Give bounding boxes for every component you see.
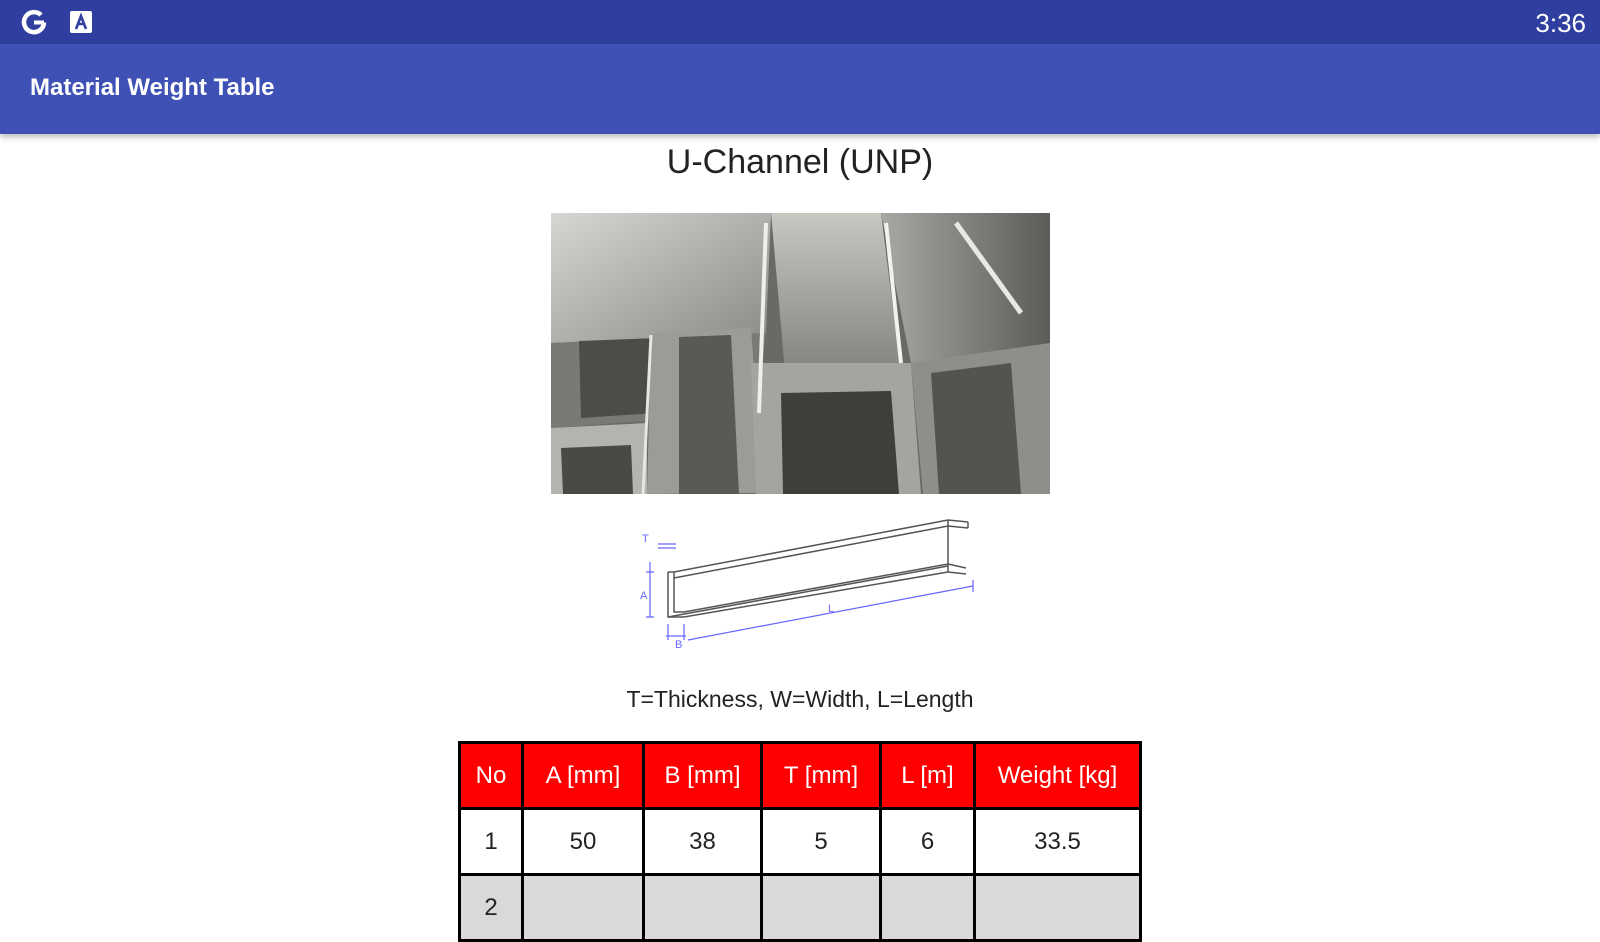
store-icon xyxy=(68,8,94,41)
cell-weight xyxy=(975,875,1141,941)
column-header-no[interactable]: No xyxy=(460,743,523,809)
column-header-a[interactable]: A [mm] xyxy=(523,743,644,809)
column-header-weight[interactable]: Weight [kg] xyxy=(975,743,1141,809)
column-header-l[interactable]: L [m] xyxy=(881,743,975,809)
dimension-legend: T=Thickness, W=Width, L=Length xyxy=(626,686,974,712)
cell-t: 5 xyxy=(762,809,881,875)
table-row[interactable] xyxy=(460,875,1141,941)
table-row[interactable] xyxy=(460,809,1141,875)
app-bar xyxy=(0,44,1600,134)
u-channel-diagram xyxy=(628,512,978,662)
status-icons xyxy=(18,6,94,43)
column-header-t[interactable]: T [mm] xyxy=(762,743,881,809)
cell-no: 1 xyxy=(460,809,523,875)
cell-b: 38 xyxy=(644,809,762,875)
cell-a xyxy=(523,875,644,941)
diagram-label-b: B xyxy=(675,639,683,651)
status-bar xyxy=(0,0,1600,44)
cell-l xyxy=(881,875,975,941)
google-g-icon xyxy=(18,6,50,43)
cell-t xyxy=(762,875,881,941)
cell-no: 2 xyxy=(460,875,523,941)
cell-weight: 33.5 xyxy=(975,809,1141,875)
cell-l: 6 xyxy=(881,809,975,875)
diagram-label-t: T xyxy=(642,533,649,545)
table-header-row xyxy=(460,743,1141,809)
status-time: 3:36 xyxy=(1535,8,1586,38)
diagram-label-a: A xyxy=(640,590,648,602)
cell-b xyxy=(644,875,762,941)
weight-table xyxy=(458,741,1142,942)
cell-a: 50 xyxy=(523,809,644,875)
page-title: U-Channel (UNP) xyxy=(666,143,934,181)
diagram-label-l: L xyxy=(828,603,835,615)
app-title: Material Weight Table xyxy=(30,74,275,101)
column-header-b[interactable]: B [mm] xyxy=(644,743,762,809)
u-channel-photo xyxy=(551,213,1050,494)
